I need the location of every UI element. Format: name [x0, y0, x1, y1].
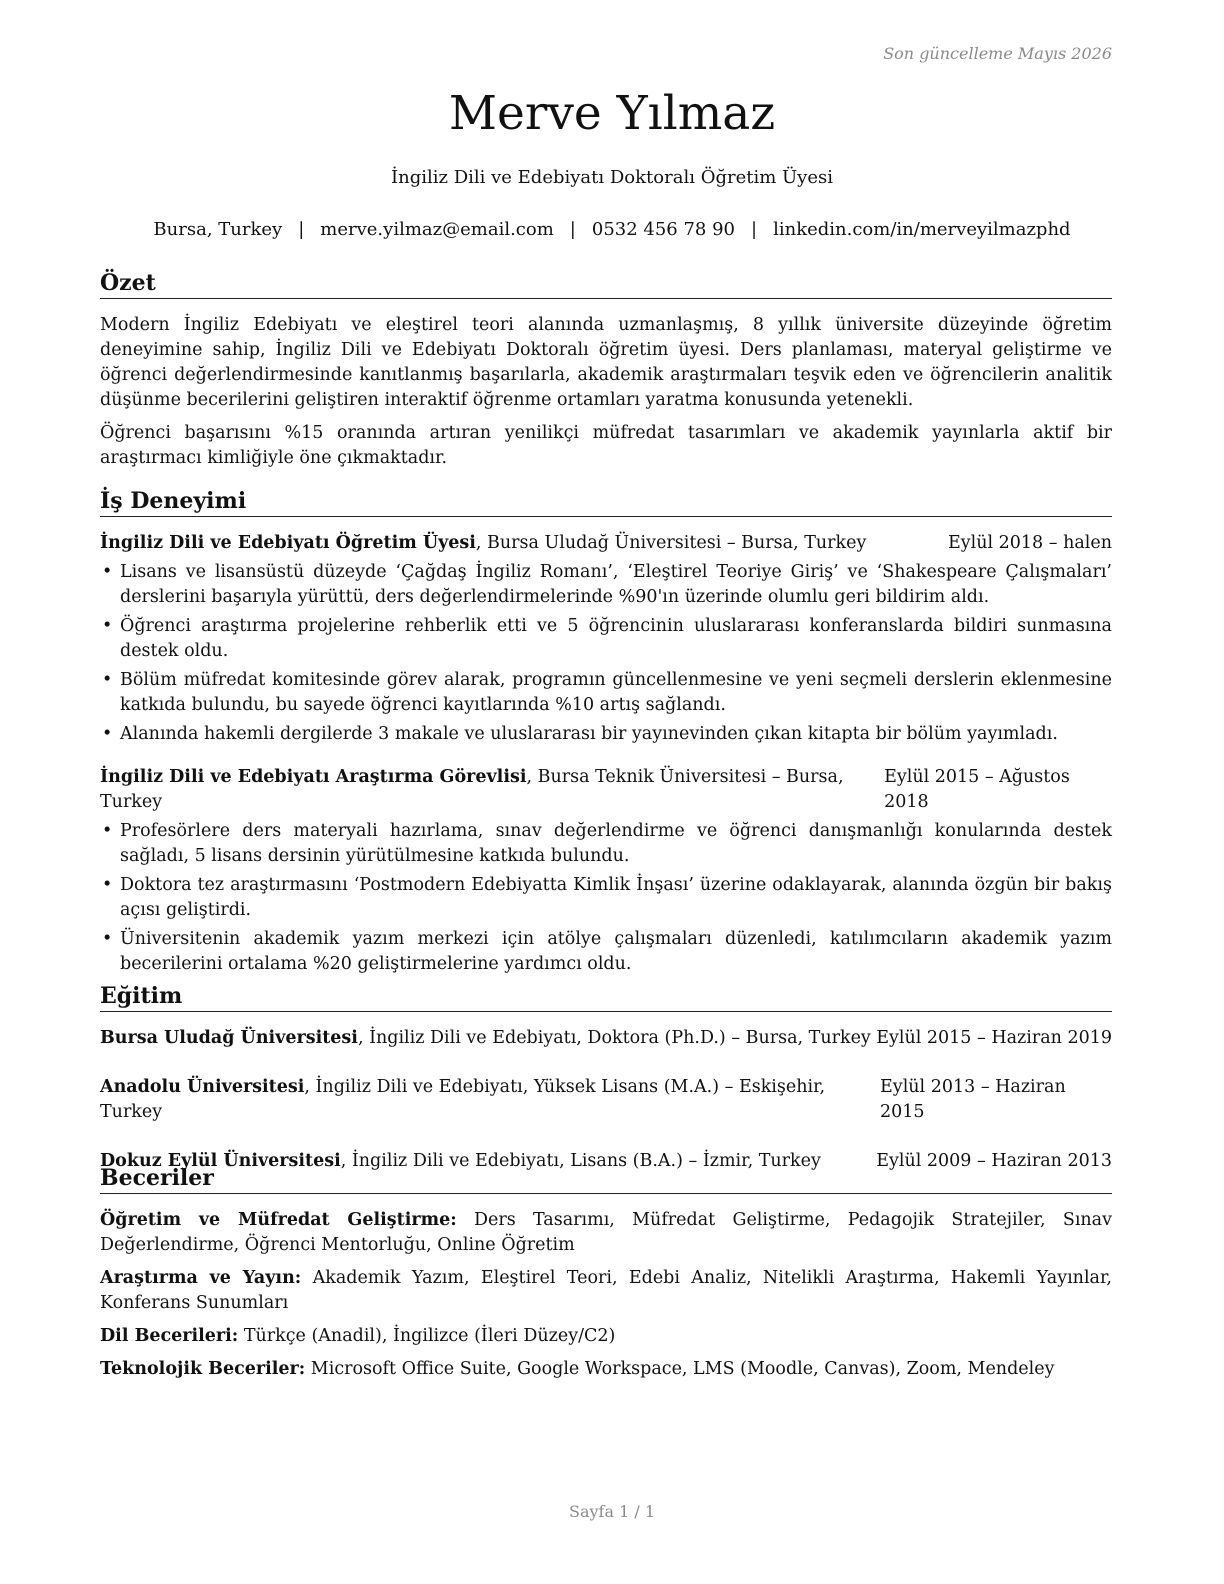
job-bullet: • Öğrenci araştırma projelerine rehberlik etti ve 5 öğrencinin uluslararası konferanslarda bildiri sunmasına destek oldu. — [100, 614, 1112, 664]
job-bullet: • Lisans ve lisansüstü düzeyde ‘Çağdaş İngiliz Romanı’, ‘Eleştirel Teoriye Giriş’ ve ‘Shakespeare Çalışmaları’ derslerini başarıyla yürüttü, ders değerlendirmelerinde %90'ın üzerinde olumlu geri bildirim aldı. — [100, 560, 1112, 610]
education-school: Anadolu Üniversitesi — [100, 1077, 305, 1097]
summary-paragraph: Modern İngiliz Edebiyatı ve eleştirel teori alanında uzmanlaşmış, 8 yıllık üniversite düzeyinde öğretim deneyimine sahip, İngiliz Dili ve Edebiyatı Doktoralı öğretim üyesi. Ders planlaması, materyal geliştirme ve öğrenci değerlendirmesinde kanıtlanmış başarılarla, akademik araştırmaları teşvik eden ve öğrencilerin analitik düşünme becerilerini geliştiren interaktif öğrenme ortamları yaratma konusunda yetenekli. — [100, 315, 1112, 410]
skill-text: Ders Tasarımı, Müfredat Geliştirme, Pedagojik Stratejiler, Sınav Değerlendirme, Öğrenci Mentorluğu, Online Öğretim — [100, 1210, 1113, 1255]
education-school: Dokuz Eylül Üniversitesi — [100, 1151, 341, 1171]
skills-section — [100, 1165, 1112, 1390]
section-heading-skills: Beceriler — [100, 1165, 1112, 1194]
skill-label: Dil Becerileri: — [100, 1326, 239, 1346]
job-entry — [100, 531, 1112, 747]
education-dates: Eylül 2013 – Haziran 2015 — [880, 1077, 1066, 1122]
skill-item — [100, 1324, 1112, 1349]
contact-phone[interactable]: 0532 456 78 90 — [591, 219, 736, 240]
skill-item — [100, 1266, 1112, 1316]
job-bullet: • Profesörlere ders materyali hazırlama, sınav değerlendirme ve öğrenci danışmanlığı konularında destek sağladı, 5 lisans dersinin yürütülmesine katkıda bulundu. — [100, 819, 1112, 869]
job-role: İngiliz Dili ve Edebiyatı Öğretim Üyesi — [100, 533, 476, 553]
job-bullet: • Doktora tez araştırmasını ‘Postmodern Edebiyatta Kimlik İnşası’ üzerine odaklayarak, alanında özgün bir bakış açısı geliştirdi. — [100, 873, 1112, 923]
skill-item — [100, 1357, 1112, 1382]
contact-linkedin[interactable]: linkedin.com/in/merveyilmazphd — [773, 219, 1071, 240]
skill-text: Microsoft Office Suite, Google Workspace, LMS (Moodle, Canvas), Zoom, Mendeley — [305, 1359, 1055, 1379]
job-dates: Eylül 2018 – halen — [947, 533, 1112, 553]
job-header — [100, 531, 1112, 556]
education-dates: Eylül 2015 – Haziran 2019 — [876, 1028, 1112, 1048]
page-number: Sayfa 1 / 1 — [568, 1502, 655, 1521]
job-org: , Bursa Uludağ Üniversitesi – Bursa, Turkey — [475, 533, 867, 553]
section-heading-experience: İş Deneyimi — [100, 488, 1112, 517]
job-role: İngiliz Dili ve Edebiyatı Araştırma Görevlisi — [100, 767, 527, 787]
job-org: , Bursa Teknik Üniversitesi – Bursa, Turkey — [100, 767, 844, 812]
job-bullet: • Üniversitenin akademik yazım merkezi için atölye çalışmaları düzenledi, katılımcıların akademik yazım becerilerini ortalama %20 geliştirmelerine yardımcı oldu. — [100, 927, 1112, 977]
contact-separator: | — [569, 219, 576, 240]
contact-location: Bursa, Turkey — [153, 219, 283, 240]
contact-separator: | — [298, 219, 305, 240]
skill-text: Akademik Yazım, Eleştirel Teori, Edebi Analiz, Nitelikli Araştırma, Hakemli Yayınlar, Konferans Sunumları — [100, 1268, 1112, 1313]
education-detail: , İngiliz Dili ve Edebiyatı, Lisans (B.A.) – İzmir, Turkey — [340, 1151, 821, 1171]
candidate-title: İngiliz Dili ve Edebiyatı Doktoralı Öğretim Üyesi — [391, 167, 833, 188]
education-item — [100, 1075, 1112, 1125]
contact-line — [0, 219, 1224, 240]
section-heading-education: Eğitim — [100, 983, 1112, 1012]
job-bullet: • Alanında hakemli dergilerde 3 makale ve uluslararası bir yayınevinden çıkan kitapta bir bölüm yayımladı. — [100, 722, 1112, 747]
skill-label: Teknolojik Beceriler: — [100, 1359, 306, 1379]
education-detail: , İngiliz Dili ve Edebiyatı, Yüksek Lisans (M.A.) – Eskişehir, Turkey — [100, 1077, 826, 1122]
candidate-name: Merve Yılmaz — [448, 86, 776, 141]
skill-label: Araştırma ve Yayın: — [100, 1268, 302, 1288]
last-updated: Son güncelleme Mayıs 2026 — [883, 44, 1112, 63]
job-entry — [100, 765, 1112, 977]
experience-section — [100, 488, 1112, 981]
section-heading-summary: Özet — [100, 270, 1112, 299]
skill-label: Öğretim ve Müfredat Geliştirme: — [100, 1210, 457, 1230]
summary-section — [100, 270, 1112, 471]
job-dates: Eylül 2015 – Ağustos 2018 — [884, 767, 1070, 812]
summary-paragraph: Öğrenci başarısını %15 oranında artıran yenilikçi müfredat tasarımları ve akademik yayınlarla aktif bir araştırmacı kimliğiyle öne çıkmaktadır. — [100, 423, 1112, 468]
education-section — [100, 983, 1112, 1174]
skill-text: Türkçe (Anadil), İngilizce (İleri Düzey/C2) — [238, 1326, 616, 1346]
contact-separator: | — [751, 219, 758, 240]
education-school: Bursa Uludağ Üniversitesi — [100, 1028, 358, 1048]
education-item — [100, 1026, 1112, 1051]
education-dates: Eylül 2009 – Haziran 2013 — [876, 1151, 1112, 1171]
education-detail: , İngiliz Dili ve Edebiyatı, Doktora (Ph.D.) – Bursa, Turkey — [357, 1028, 871, 1048]
job-header — [100, 765, 1112, 815]
skill-item — [100, 1208, 1112, 1258]
job-bullet: • Bölüm müfredat komitesinde görev alarak, programın güncellenmesine ve yeni seçmeli derslerin eklenmesine katkıda bulundu, bu sayede öğrenci kayıtlarında %10 artış sağlandı. — [100, 668, 1112, 718]
contact-email[interactable]: merve.yilmaz@email.com — [320, 219, 554, 240]
